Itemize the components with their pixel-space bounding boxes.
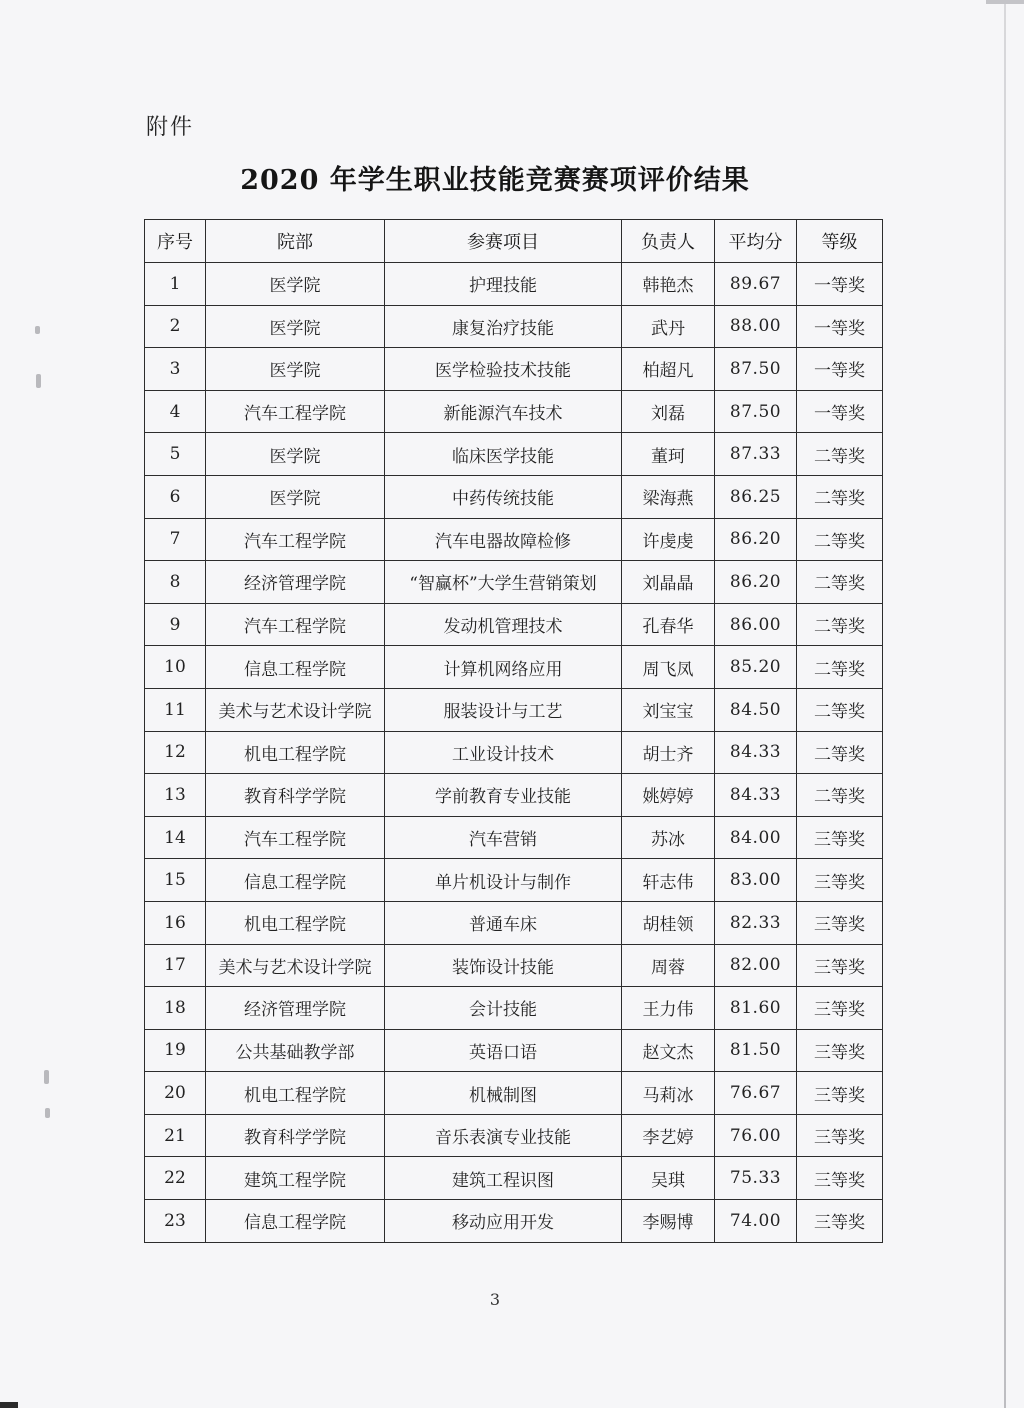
table-row bbox=[145, 561, 883, 604]
cell-level: 二等奖 bbox=[797, 561, 883, 604]
cell-num: 14 bbox=[145, 816, 206, 859]
cell-dept: 经济管理学院 bbox=[206, 561, 385, 604]
page-number: 3 bbox=[489, 1290, 501, 1309]
cell-level: 三等奖 bbox=[797, 901, 883, 944]
binding-hole-mark bbox=[45, 1108, 50, 1118]
cell-lead: 吴琪 bbox=[622, 1157, 715, 1200]
cell-num: 15 bbox=[145, 859, 206, 902]
cell-lead: 马莉冰 bbox=[622, 1072, 715, 1115]
cell-dept: 美术与艺术设计学院 bbox=[206, 944, 385, 987]
cell-lead: 姚婷婷 bbox=[622, 774, 715, 817]
cell-score: 86.20 bbox=[715, 561, 797, 604]
table-row bbox=[145, 901, 883, 944]
cell-lead: 周蓉 bbox=[622, 944, 715, 987]
table-row bbox=[145, 731, 883, 774]
cell-num: 7 bbox=[145, 518, 206, 561]
cell-score: 75.33 bbox=[715, 1157, 797, 1200]
table-header-row bbox=[145, 220, 883, 263]
cell-level: 一等奖 bbox=[797, 305, 883, 348]
cell-num: 9 bbox=[145, 603, 206, 646]
cell-project: 医学检验技术技能 bbox=[385, 348, 622, 391]
cell-dept: 医学院 bbox=[206, 433, 385, 476]
cell-level: 三等奖 bbox=[797, 944, 883, 987]
cell-level: 二等奖 bbox=[797, 433, 883, 476]
cell-lead: 董珂 bbox=[622, 433, 715, 476]
cell-dept: 经济管理学院 bbox=[206, 987, 385, 1030]
cell-num: 19 bbox=[145, 1029, 206, 1072]
cell-dept: 信息工程学院 bbox=[206, 646, 385, 689]
header-num: 序号 bbox=[145, 220, 206, 263]
cell-project: 工业设计技术 bbox=[385, 731, 622, 774]
cell-level: 二等奖 bbox=[797, 518, 883, 561]
cell-lead: 李艺婷 bbox=[622, 1114, 715, 1157]
cell-dept: 医学院 bbox=[206, 475, 385, 518]
cell-num: 5 bbox=[145, 433, 206, 476]
cell-project: 发动机管理技术 bbox=[385, 603, 622, 646]
cell-lead: 韩艳杰 bbox=[622, 263, 715, 306]
cell-dept: 信息工程学院 bbox=[206, 859, 385, 902]
table-row bbox=[145, 816, 883, 859]
table-row bbox=[145, 433, 883, 476]
cell-project: 服装设计与工艺 bbox=[385, 688, 622, 731]
cell-level: 三等奖 bbox=[797, 1072, 883, 1115]
header-score: 平均分 bbox=[715, 220, 797, 263]
scan-edge-line bbox=[1004, 0, 1006, 1408]
table-row bbox=[145, 263, 883, 306]
binding-hole-mark bbox=[36, 374, 41, 388]
cell-num: 4 bbox=[145, 390, 206, 433]
cell-lead: 许虔虔 bbox=[622, 518, 715, 561]
cell-score: 84.33 bbox=[715, 774, 797, 817]
cell-num: 20 bbox=[145, 1072, 206, 1115]
table-row bbox=[145, 1072, 883, 1115]
cell-project: 中药传统技能 bbox=[385, 475, 622, 518]
cell-dept: 教育科学学院 bbox=[206, 774, 385, 817]
cell-level: 三等奖 bbox=[797, 1200, 883, 1243]
cell-score: 86.20 bbox=[715, 518, 797, 561]
cell-project: 康复治疗技能 bbox=[385, 305, 622, 348]
cell-score: 81.60 bbox=[715, 987, 797, 1030]
table-row bbox=[145, 987, 883, 1030]
cell-project: 音乐表演专业技能 bbox=[385, 1114, 622, 1157]
cell-lead: 刘晶晶 bbox=[622, 561, 715, 604]
cell-level: 二等奖 bbox=[797, 603, 883, 646]
cell-level: 一等奖 bbox=[797, 263, 883, 306]
cell-level: 三等奖 bbox=[797, 1029, 883, 1072]
table-row bbox=[145, 390, 883, 433]
cell-dept: 建筑工程学院 bbox=[206, 1157, 385, 1200]
cell-lead: 孔春华 bbox=[622, 603, 715, 646]
cell-score: 87.50 bbox=[715, 348, 797, 391]
cell-num: 13 bbox=[145, 774, 206, 817]
cell-num: 18 bbox=[145, 987, 206, 1030]
scan-fold-mark bbox=[0, 1402, 18, 1408]
cell-project: 英语口语 bbox=[385, 1029, 622, 1072]
cell-project: 计算机网络应用 bbox=[385, 646, 622, 689]
cell-lead: 周飞凤 bbox=[622, 646, 715, 689]
cell-num: 1 bbox=[145, 263, 206, 306]
cell-score: 87.50 bbox=[715, 390, 797, 433]
table-row bbox=[145, 646, 883, 689]
cell-score: 81.50 bbox=[715, 1029, 797, 1072]
cell-level: 二等奖 bbox=[797, 774, 883, 817]
cell-project: 学前教育专业技能 bbox=[385, 774, 622, 817]
cell-score: 84.50 bbox=[715, 688, 797, 731]
cell-dept: 机电工程学院 bbox=[206, 901, 385, 944]
table-row bbox=[145, 944, 883, 987]
header-project: 参赛项目 bbox=[385, 220, 622, 263]
table-row bbox=[145, 603, 883, 646]
attachment-label: 附件 bbox=[146, 115, 195, 140]
cell-score: 74.00 bbox=[715, 1200, 797, 1243]
cell-score: 86.25 bbox=[715, 475, 797, 518]
cell-score: 82.33 bbox=[715, 901, 797, 944]
cell-score: 84.00 bbox=[715, 816, 797, 859]
cell-level: 一等奖 bbox=[797, 348, 883, 391]
header-dept: 院部 bbox=[206, 220, 385, 263]
cell-level: 三等奖 bbox=[797, 1114, 883, 1157]
cell-num: 11 bbox=[145, 688, 206, 731]
table-row bbox=[145, 688, 883, 731]
cell-lead: 苏冰 bbox=[622, 816, 715, 859]
cell-level: 二等奖 bbox=[797, 475, 883, 518]
cell-score: 76.67 bbox=[715, 1072, 797, 1115]
cell-num: 23 bbox=[145, 1200, 206, 1243]
binding-hole-mark bbox=[44, 1070, 49, 1084]
cell-num: 17 bbox=[145, 944, 206, 987]
table-row bbox=[145, 475, 883, 518]
cell-project: 移动应用开发 bbox=[385, 1200, 622, 1243]
cell-dept: 机电工程学院 bbox=[206, 731, 385, 774]
table-row bbox=[145, 1157, 883, 1200]
cell-dept: 医学院 bbox=[206, 305, 385, 348]
cell-score: 85.20 bbox=[715, 646, 797, 689]
cell-project: 汽车电器故障检修 bbox=[385, 518, 622, 561]
cell-lead: 刘磊 bbox=[622, 390, 715, 433]
table-row bbox=[145, 1029, 883, 1072]
cell-lead: 胡桂领 bbox=[622, 901, 715, 944]
table-row bbox=[145, 1200, 883, 1243]
table-row bbox=[145, 518, 883, 561]
cell-dept: 医学院 bbox=[206, 263, 385, 306]
cell-project: 装饰设计技能 bbox=[385, 944, 622, 987]
table-row bbox=[145, 348, 883, 391]
cell-score: 87.33 bbox=[715, 433, 797, 476]
cell-level: 二等奖 bbox=[797, 688, 883, 731]
cell-lead: 赵文杰 bbox=[622, 1029, 715, 1072]
cell-level: 三等奖 bbox=[797, 816, 883, 859]
cell-project: 护理技能 bbox=[385, 263, 622, 306]
cell-project: 临床医学技能 bbox=[385, 433, 622, 476]
cell-dept: 信息工程学院 bbox=[206, 1200, 385, 1243]
cell-dept: 医学院 bbox=[206, 348, 385, 391]
header-level: 等级 bbox=[797, 220, 883, 263]
table-row bbox=[145, 305, 883, 348]
cell-project: 单片机设计与制作 bbox=[385, 859, 622, 902]
cell-lead: 胡士齐 bbox=[622, 731, 715, 774]
cell-level: 三等奖 bbox=[797, 1157, 883, 1200]
document-title: 2020 年学生职业技能竞赛赛项评价结果 bbox=[240, 165, 750, 196]
cell-lead: 梁海燕 bbox=[622, 475, 715, 518]
cell-dept: 汽车工程学院 bbox=[206, 603, 385, 646]
cell-num: 10 bbox=[145, 646, 206, 689]
cell-dept: 美术与艺术设计学院 bbox=[206, 688, 385, 731]
cell-project: 机械制图 bbox=[385, 1072, 622, 1115]
cell-score: 89.67 bbox=[715, 263, 797, 306]
table-body bbox=[145, 263, 883, 1243]
scan-corner-mark bbox=[986, 0, 1024, 4]
cell-lead: 刘宝宝 bbox=[622, 688, 715, 731]
cell-score: 83.00 bbox=[715, 859, 797, 902]
cell-dept: 教育科学学院 bbox=[206, 1114, 385, 1157]
cell-score: 82.00 bbox=[715, 944, 797, 987]
cell-project: 会计技能 bbox=[385, 987, 622, 1030]
cell-lead: 柏超凡 bbox=[622, 348, 715, 391]
cell-dept: 公共基础教学部 bbox=[206, 1029, 385, 1072]
cell-num: 21 bbox=[145, 1114, 206, 1157]
cell-num: 22 bbox=[145, 1157, 206, 1200]
cell-project: 汽车营销 bbox=[385, 816, 622, 859]
cell-level: 三等奖 bbox=[797, 987, 883, 1030]
table-row bbox=[145, 859, 883, 902]
cell-num: 12 bbox=[145, 731, 206, 774]
binding-hole-mark bbox=[35, 326, 40, 334]
cell-lead: 王力伟 bbox=[622, 987, 715, 1030]
cell-dept: 汽车工程学院 bbox=[206, 518, 385, 561]
results-table bbox=[144, 219, 883, 1243]
cell-num: 2 bbox=[145, 305, 206, 348]
cell-dept: 汽车工程学院 bbox=[206, 390, 385, 433]
table-row bbox=[145, 1114, 883, 1157]
table-row bbox=[145, 774, 883, 817]
cell-dept: 机电工程学院 bbox=[206, 1072, 385, 1115]
cell-score: 76.00 bbox=[715, 1114, 797, 1157]
cell-project: “智赢杯”大学生营销策划 bbox=[385, 561, 622, 604]
cell-num: 8 bbox=[145, 561, 206, 604]
cell-project: 新能源汽车技术 bbox=[385, 390, 622, 433]
cell-num: 16 bbox=[145, 901, 206, 944]
cell-level: 一等奖 bbox=[797, 390, 883, 433]
cell-score: 86.00 bbox=[715, 603, 797, 646]
cell-score: 88.00 bbox=[715, 305, 797, 348]
cell-num: 6 bbox=[145, 475, 206, 518]
cell-dept: 汽车工程学院 bbox=[206, 816, 385, 859]
cell-level: 三等奖 bbox=[797, 859, 883, 902]
cell-score: 84.33 bbox=[715, 731, 797, 774]
cell-lead: 轩志伟 bbox=[622, 859, 715, 902]
cell-lead: 李赐博 bbox=[622, 1200, 715, 1243]
cell-num: 3 bbox=[145, 348, 206, 391]
cell-level: 二等奖 bbox=[797, 731, 883, 774]
cell-lead: 武丹 bbox=[622, 305, 715, 348]
cell-project: 建筑工程识图 bbox=[385, 1157, 622, 1200]
cell-project: 普通车床 bbox=[385, 901, 622, 944]
cell-level: 二等奖 bbox=[797, 646, 883, 689]
header-lead: 负责人 bbox=[622, 220, 715, 263]
